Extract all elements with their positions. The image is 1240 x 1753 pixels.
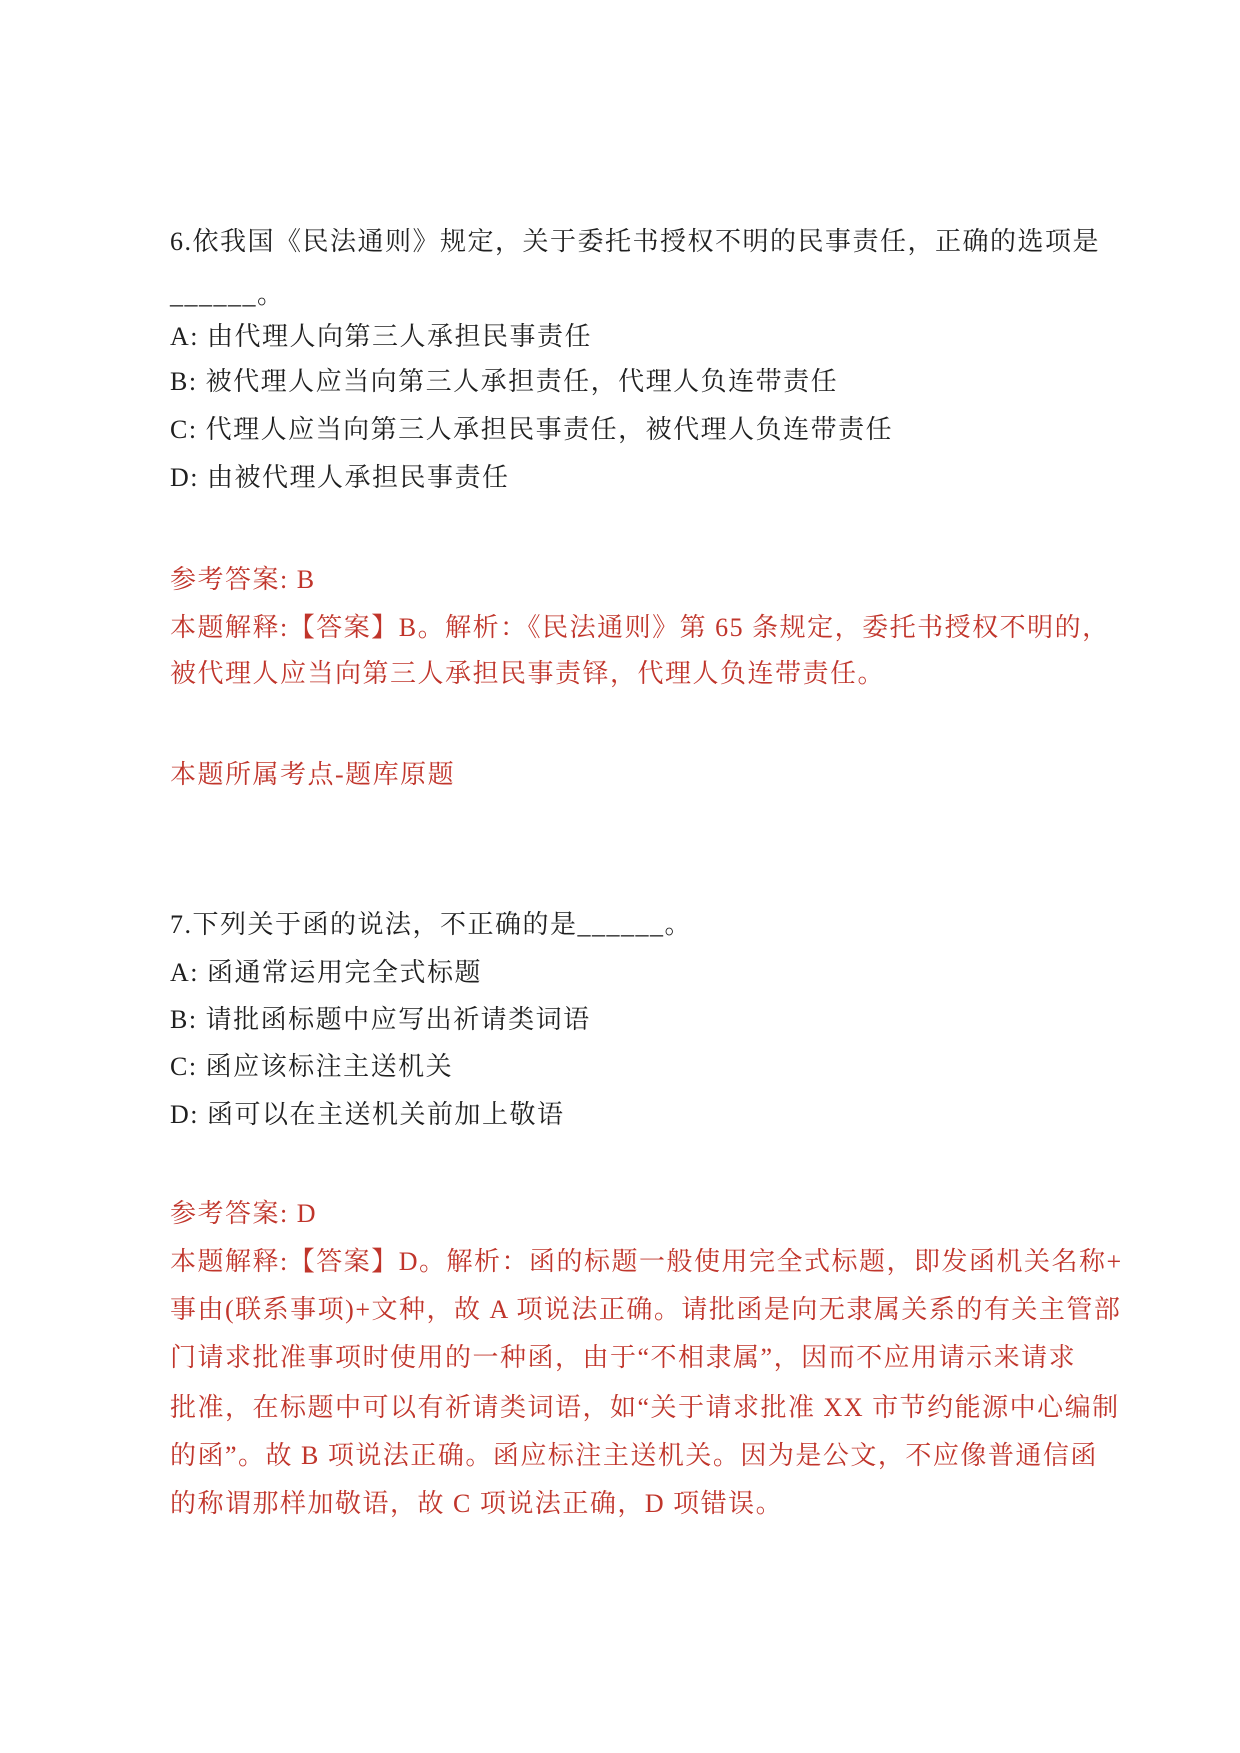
option-b: B: 被代理人应当向第三人承担责任，代理人负连带责任	[170, 367, 839, 396]
explanation-line: 本题解释:【答案】B。解析：《民法通则》第 65 条规定，委托书授权不明的，	[170, 613, 1110, 642]
question-stem-line: 6.依我国《民法通则》规定，关于委托书授权不明的民事责任，正确的选项是	[170, 227, 1101, 256]
explanation-line: 本题解释:【答案】D。解析：函的标题一般使用完全式标题，即发函机关名称+	[170, 1247, 1123, 1276]
topic-note: 本题所属考点-题库原题	[170, 760, 456, 789]
option-a: A: 由代理人向第三人承担民事责任	[170, 322, 593, 351]
option-d: D: 函可以在主送机关前加上敬语	[170, 1100, 565, 1129]
explanation-line: 的函”。故 B 项说法正确。函应标注主送机关。因为是公文，不应像普通信函	[170, 1441, 1098, 1470]
explanation-line: 的称谓那样加敬语，故 C 项说法正确，D 项错误。	[170, 1489, 784, 1518]
reference-answer: 参考答案: B	[170, 565, 316, 594]
explanation-line: 批准，在标题中可以有祈请类词语，如“关于请求批准 XX 市节约能源中心编制	[170, 1393, 1120, 1422]
question-stem-line: 7.下列关于函的说法，不正确的是______。	[170, 910, 693, 939]
explanation-line: 被代理人应当向第三人承担民事责铎，代理人负连带责任。	[170, 659, 886, 688]
explanation-line: 事由(联系事项)+文种，故 A 项说法正确。请批函是向无隶属关系的有关主管部	[170, 1295, 1122, 1324]
option-d: D: 由被代理人承担民事责任	[170, 463, 510, 492]
option-a: A: 函通常运用完全式标题	[170, 958, 483, 987]
question-stem-line: ______。	[170, 280, 285, 309]
explanation-line: 门请求批准事项时使用的一种函，由于“不相隶属”，因而不应用请示来请求	[170, 1343, 1077, 1372]
reference-answer: 参考答案: D	[170, 1199, 318, 1228]
option-c: C: 函应该标注主送机关	[170, 1052, 454, 1081]
option-b: B: 请批函标题中应写出祈请类词语	[170, 1005, 591, 1034]
option-c: C: 代理人应当向第三人承担民事责任，被代理人负连带责任	[170, 415, 894, 444]
